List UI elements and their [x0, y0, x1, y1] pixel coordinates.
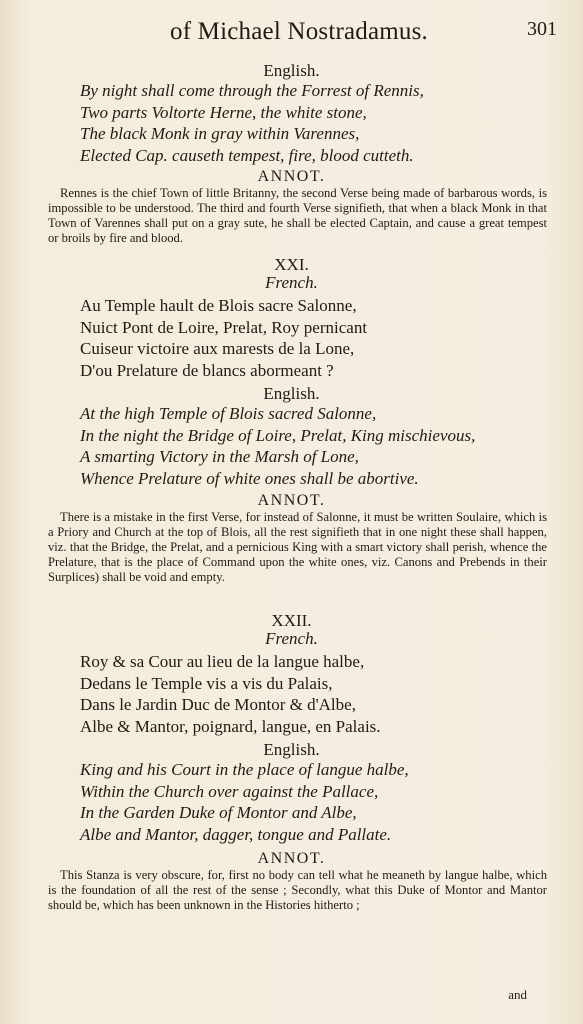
french-label: French.	[265, 629, 318, 648]
annotation-text: There is a mistake in the first Verse, for instead of Salonne, it must be written Soulaire, which is a Priory and Church at the top of Blois, all the rest signifieth that in one night these shall happen, viz. that the Bridge, the Prelat, and a pernicious King with a smart victory shall perish, whence the Prelature, that is the place of Command upon the white ones, viz. Canons and Prebends in their Surplices) shall be void and empty.	[48, 510, 547, 584]
verse-line: Elected Cap. causeth tempest, fire, blood cutteth.	[80, 145, 414, 165]
verse-line: Dedans le Temple vis a vis du Palais,	[80, 673, 333, 693]
page-number: 301	[527, 18, 557, 40]
english-label: English.	[263, 384, 320, 403]
english-verse	[0, 403, 583, 489]
verse-line: The black Monk in gray within Varennes,	[80, 124, 360, 143]
annotation-21	[0, 492, 583, 585]
verse-line: Within the Church over against the Pallace,	[80, 781, 379, 801]
verse-line: King and his Court in the place of langue halbe,	[80, 760, 409, 779]
english-label: English.	[263, 61, 320, 80]
verse-line: Albe and Mantor, dagger, tongue and Pallate.	[80, 824, 392, 844]
quatrain-numeral: XXII.	[271, 611, 312, 630]
quatrain-20-english-section	[0, 62, 583, 166]
english-label: English.	[263, 740, 320, 759]
verse-line: Roy & sa Cour au lieu de la langue halbe,	[80, 652, 365, 671]
quatrain-21	[0, 256, 583, 489]
verse-line: Nuict Pont de Loire, Prelat, Roy pernicant	[80, 317, 368, 337]
annotation-20	[0, 168, 583, 246]
french-verse	[0, 651, 583, 737]
annot-heading: ANNOT.	[257, 168, 326, 185]
annotation-22	[0, 850, 583, 913]
french-label: French.	[265, 273, 318, 292]
annotation-text: This Stanza is very obscure, for, first no body can tell what he meaneth by langue halbe, which is the foundation of all the rest of the sense ; Secondly, what this Duke of Montor and Mantor should be, which has been unknown in the Histories hitherto ;	[48, 868, 547, 912]
verse-line: In the night the Bridge of Loire, Prelat, King mischievous,	[80, 425, 476, 445]
verse-line: By night shall come through the Forrest of Rennis,	[80, 81, 424, 100]
verse-line: In the Garden Duke of Montor and Albe,	[80, 803, 357, 822]
annot-heading: ANNOT.	[257, 850, 326, 867]
verse-line: D'ou Prelature de blancs abormeant ?	[80, 360, 334, 380]
quatrain-22	[0, 612, 583, 845]
running-title: of Michael Nostradamus.	[170, 18, 429, 45]
english-verse	[0, 80, 583, 166]
verse-line: Albe & Mantor, poignard, langue, en Palais.	[80, 716, 381, 736]
verse-line: Au Temple hault de Blois sacre Salonne,	[80, 296, 357, 315]
annotation-text: Rennes is the chief Town of little Britanny, the second Verse being made of barbarous words, is impossible to be understood. The third and fourth Verse signifieth, that when a black Monk in that Town of Varennes shall put on a gray sute, he shall be elected Captain, and cause a great tempest or broils by fire and blood.	[48, 186, 547, 245]
verse-line: Two parts Voltorte Herne, the white stone,	[80, 102, 367, 122]
verse-line: Dans le Jardin Duc de Montor & d'Albe,	[80, 695, 356, 714]
english-verse	[0, 759, 583, 845]
quatrain-numeral: XXI.	[274, 255, 309, 274]
verse-line: A smarting Victory in the Marsh of Lone,	[80, 447, 359, 466]
annot-heading: ANNOT.	[257, 492, 326, 509]
french-verse	[0, 295, 583, 381]
page-header	[0, 18, 583, 52]
catchword: and	[508, 987, 527, 1002]
verse-line: Whence Prelature of white ones shall be abortive.	[80, 468, 419, 488]
verse-line: Cuiseur victoire aux marests de la Lone,	[80, 339, 355, 358]
verse-line: At the high Temple of Blois sacred Salonne,	[80, 404, 377, 423]
